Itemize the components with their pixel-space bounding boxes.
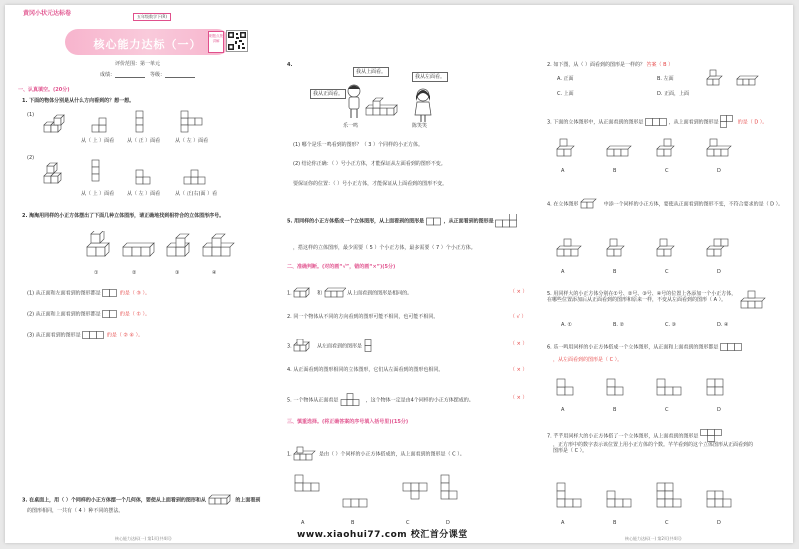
choice-7-opt-b: B — [613, 520, 617, 526]
choice-5-opt-a: A. ① — [561, 322, 572, 328]
qr-caption: 刷题点拨讲解 — [208, 31, 224, 53]
choice-2-opt-c: C. 上面 — [557, 91, 574, 97]
score-field — [100, 72, 145, 78]
q4-part-1: (1) 哪个是乐一鸣看到的图形？（ 3 ）个同样的小正方体。 — [293, 142, 424, 148]
choice-7-opt-d: D — [717, 520, 721, 526]
name-girl: 陈笑笑 — [412, 123, 428, 129]
judge-5-answer: （ × ） — [510, 395, 528, 401]
choice-6-cont: ，从左面看到的图形是（ C ）。 — [553, 357, 623, 363]
judge-2: 2. 同一个物体从不同的方向看到的图形可能不相同，也可能不相同。 — [287, 314, 439, 320]
footer-right: 核心能力达标(一) 第2页(共4页) — [625, 536, 682, 541]
grade-label: 五年级数学下(R) — [133, 13, 171, 21]
q2-2-shape — [102, 310, 118, 318]
girl-figure — [412, 87, 434, 123]
q2-label-1: ① — [94, 270, 99, 276]
choice-5-opt-c: C. ③ — [665, 322, 677, 328]
judge-1: 1. 和 从上面看到的图形是相同的。 — [287, 287, 412, 299]
choice-6: 6. 乐一鸣用同样的小正方体搭成一个立体图形，从正面和上面看到的图形都是 — [547, 343, 742, 351]
choice-7-options — [555, 481, 755, 515]
choice-4-opt-c: C — [665, 269, 669, 275]
section-3-heading: 三、慎重选择。(将正确答案的序号填入括号里)(15分) — [287, 419, 409, 425]
speech-bubble-left: 我从左面看。 — [412, 72, 448, 82]
q2-label-4: ④ — [212, 270, 217, 276]
judge-3-shape — [364, 339, 374, 353]
question-3: 3. 在桌面上，用（ ）个同样的小正方体摆一个几何体，要使从上面看到的图形和从 的上面看到 — [22, 493, 260, 507]
judge-3: 3. 从左面看到的图形是 — [287, 339, 374, 353]
choice-3-top — [720, 115, 736, 129]
brand-text: 黄冈小状元达标卷 — [23, 10, 72, 17]
section-2-heading: 二、准确判断。(对的画“√”，错的画“×”)(5分) — [287, 264, 396, 270]
choice-6-shape — [720, 343, 742, 351]
choice-2-opt-d: D. 正面，上面 — [657, 91, 690, 97]
q2-part-3: (3) 从正面看到的图形是 的是（ ② ④ ）。 — [27, 332, 144, 339]
q5-top-view — [426, 216, 442, 226]
speech-bubble-top: 我从上面看。 — [353, 67, 389, 77]
judge-5: 5. 一个物体从正面看是 ，这个物体一定是由4个同样的小正方体摆成的。 — [287, 393, 474, 407]
answer-q1-2c: 从（ 正(右)面 ）看 — [175, 191, 218, 197]
q2-label-2: ② — [132, 270, 137, 276]
choice-6-opt-b: B — [613, 407, 617, 413]
judge-1-solid-a — [293, 287, 315, 299]
choice-4-opt-a: A — [561, 269, 565, 275]
q4-part-3: 要保证你的位置：（ ）号小正方体，才能保证从上面看到的图形不变。 — [293, 181, 448, 187]
scope-text: 评价范围：第一单元 — [115, 61, 161, 67]
judge-1-solid-b — [324, 287, 346, 299]
question-4: 4. — [287, 62, 293, 68]
choice-6-opt-c: C — [665, 407, 669, 413]
name-boy: 乐一鸣 — [343, 123, 359, 129]
choice-2: 2. 如下图，从（ ）面看到的图形是一样的？ 答案（ B ） — [547, 62, 674, 68]
choice-3-opt-d: D — [717, 168, 721, 174]
answer-q1-2a: 从（ 上 ）面看 — [81, 191, 115, 197]
choice-1-opt-d: D — [446, 520, 450, 526]
qr-code-icon — [227, 31, 247, 51]
q4-solid — [365, 97, 399, 119]
choice-1: 1. 是由（ ）个同样的小正方体搭成的，从上面看到的图形是（ C ）。 — [287, 446, 465, 462]
choice-6-opt-d: D — [717, 407, 721, 413]
choice-1-opt-b: B — [351, 520, 355, 526]
choice-3-opt-a: A — [561, 168, 565, 174]
q2-label-3: ③ — [175, 270, 180, 276]
question-5-cont: ，搭这样的立体图形，最少需要（ 5 ）个小正方体，最多需要（ 7 ）个小正方体。 — [293, 245, 476, 251]
judge-3-answer: （ × ） — [510, 341, 528, 347]
question-1: 1. 下面的物体分别是从什么方向看到的？想一想。 — [22, 98, 135, 104]
view-shape-q1-1c — [180, 110, 206, 134]
question-1-1-label: (1) — [27, 112, 35, 118]
choice-7-grid — [700, 429, 722, 443]
speech-bubble-front: 我从正面看。 — [310, 89, 346, 99]
judge-5-shape — [340, 393, 364, 407]
choice-6-options — [555, 375, 755, 403]
choice-1-options — [293, 473, 523, 513]
q2-solids-group — [85, 231, 235, 267]
choice-7-opt-a: A — [561, 520, 565, 526]
choice-3-opt-c: C — [665, 168, 669, 174]
worksheet-page — [5, 5, 793, 543]
judge-1-answer: （ × ） — [510, 289, 528, 295]
boy-figure — [343, 83, 365, 121]
q2-part-2: (2) 从正面和上面看到的图形都是 的是（ ① ）。 — [27, 311, 151, 318]
judge-2-answer: （ √ ） — [510, 314, 527, 320]
answer-q1-1c: 从（ 左 ）面看 — [175, 138, 209, 144]
view-shape-q1-1a — [91, 117, 109, 133]
choice-1-opt-c: C — [406, 520, 410, 526]
title-banner — [65, 29, 230, 55]
choice-3-opt-b: B — [613, 168, 617, 174]
answer-q1-1b: 从（ 正 ）面看 — [127, 138, 161, 144]
choice-1-solid — [293, 446, 317, 462]
choice-7-cont: ，正方形中的数字表示该位置上用小正方体的个数。芊芊看到的这个立体图形从正面看到的图形是（ C ）。 — [553, 442, 754, 454]
choice-2-solids — [705, 67, 765, 91]
q2-1-shape — [102, 289, 118, 297]
view-shape-q1-2c — [183, 169, 207, 185]
choice-4-opt-d: D — [717, 269, 721, 275]
judge-4-answer: （ × ） — [510, 367, 528, 373]
choice-3-options — [555, 135, 755, 165]
level-label: 等级： — [150, 72, 166, 78]
question-1-2-label: (2) — [27, 155, 35, 161]
q5-front-view — [495, 214, 518, 228]
view-shape-q1-1b — [135, 110, 147, 134]
choice-4-options — [555, 235, 755, 265]
judge-4: 4. 从正面看到的图形相同的立体图形，它们从左面看到的图形也相同。 — [287, 367, 444, 373]
choice-4: 4. 在立体图形 中添一个同样的小正方体，要使从正面看到的图形不变，不符合要求的是（ D ）。 — [547, 198, 783, 210]
q2-3-shape — [82, 331, 105, 339]
solid-figure-q1-2 — [41, 157, 67, 189]
answer-q1-2b: 从（ 左 ）面看 — [127, 191, 161, 197]
q4-part-2: (2) 结论你正确：（ ）号小正方体，才能保证从左面看到的图形不变。 — [293, 161, 446, 167]
choice-7-opt-c: C — [665, 520, 669, 526]
choice-3-front — [645, 118, 667, 126]
choice-5: 5. 用同样大的小正方体分别在①号、②号、③号、④号的位置上各添加一个小正方体，在哪些位置添加后从正面看到的图形和原来一样，不变从左面看到的图形（ A ）。 — [547, 291, 737, 303]
footer-left: 核心能力达标(一) 第1页(共4页) — [115, 536, 172, 541]
judge-3-solid — [293, 339, 315, 353]
view-shape-q1-2b — [135, 169, 153, 185]
grade-field — [150, 72, 195, 78]
choice-3: 3. 下面的立体图形中，从正面看到的图形是 ，从上面看到的图形是 的是（ D ）。 — [547, 115, 767, 129]
choice-4-solid — [580, 198, 602, 210]
view-shape-q1-2a — [91, 159, 103, 183]
q3-solid — [208, 493, 234, 507]
choice-5-opt-b: B. ② — [613, 322, 625, 328]
question-2: 2. 淘淘用同样的小正方体摆出了下面几种立体图形，请正确地找到相符合的立体图形序号。 — [22, 213, 225, 219]
choice-2-opt-a: A. 正面 — [557, 76, 574, 82]
watermark-text: www.xiaohui77.com 校汇首分课堂 — [297, 530, 468, 540]
question-5: 5. 用同样的小正方体搭成一个立体图形，从上面看到的图形是 ，从正面看到的图形是 — [287, 214, 518, 228]
choice-6-opt-a: A — [561, 407, 565, 413]
choice-2-opt-b: B. 左面 — [657, 76, 674, 82]
score-label: 成绩： — [100, 72, 116, 78]
section-1-heading: 一、认真填空。(20分) — [18, 87, 70, 93]
answer-q1-1a: 从（ 上 ）面看 — [81, 138, 115, 144]
question-3-cont: 的图形相同，一共有（ 4 ）种不同的摆法。 — [27, 508, 124, 514]
q2-part-1: (1) 从正面和左面看到的图形都是 的是（ ③ ）。 — [27, 290, 151, 297]
choice-7: 7. 芊芊用同样大的小正方体搭了一个立体图形，从上面看到的图形是 — [547, 429, 722, 443]
solid-figure-q1-1 — [41, 113, 67, 139]
qr-code[interactable] — [226, 30, 248, 52]
choice-5-solid — [739, 289, 775, 315]
choice-1-opt-a: A — [301, 520, 305, 526]
page-title: 核心能力达标（一） — [93, 38, 202, 51]
choice-5-opt-d: D. ④ — [717, 322, 729, 328]
choice-4-opt-b: B — [613, 269, 617, 275]
